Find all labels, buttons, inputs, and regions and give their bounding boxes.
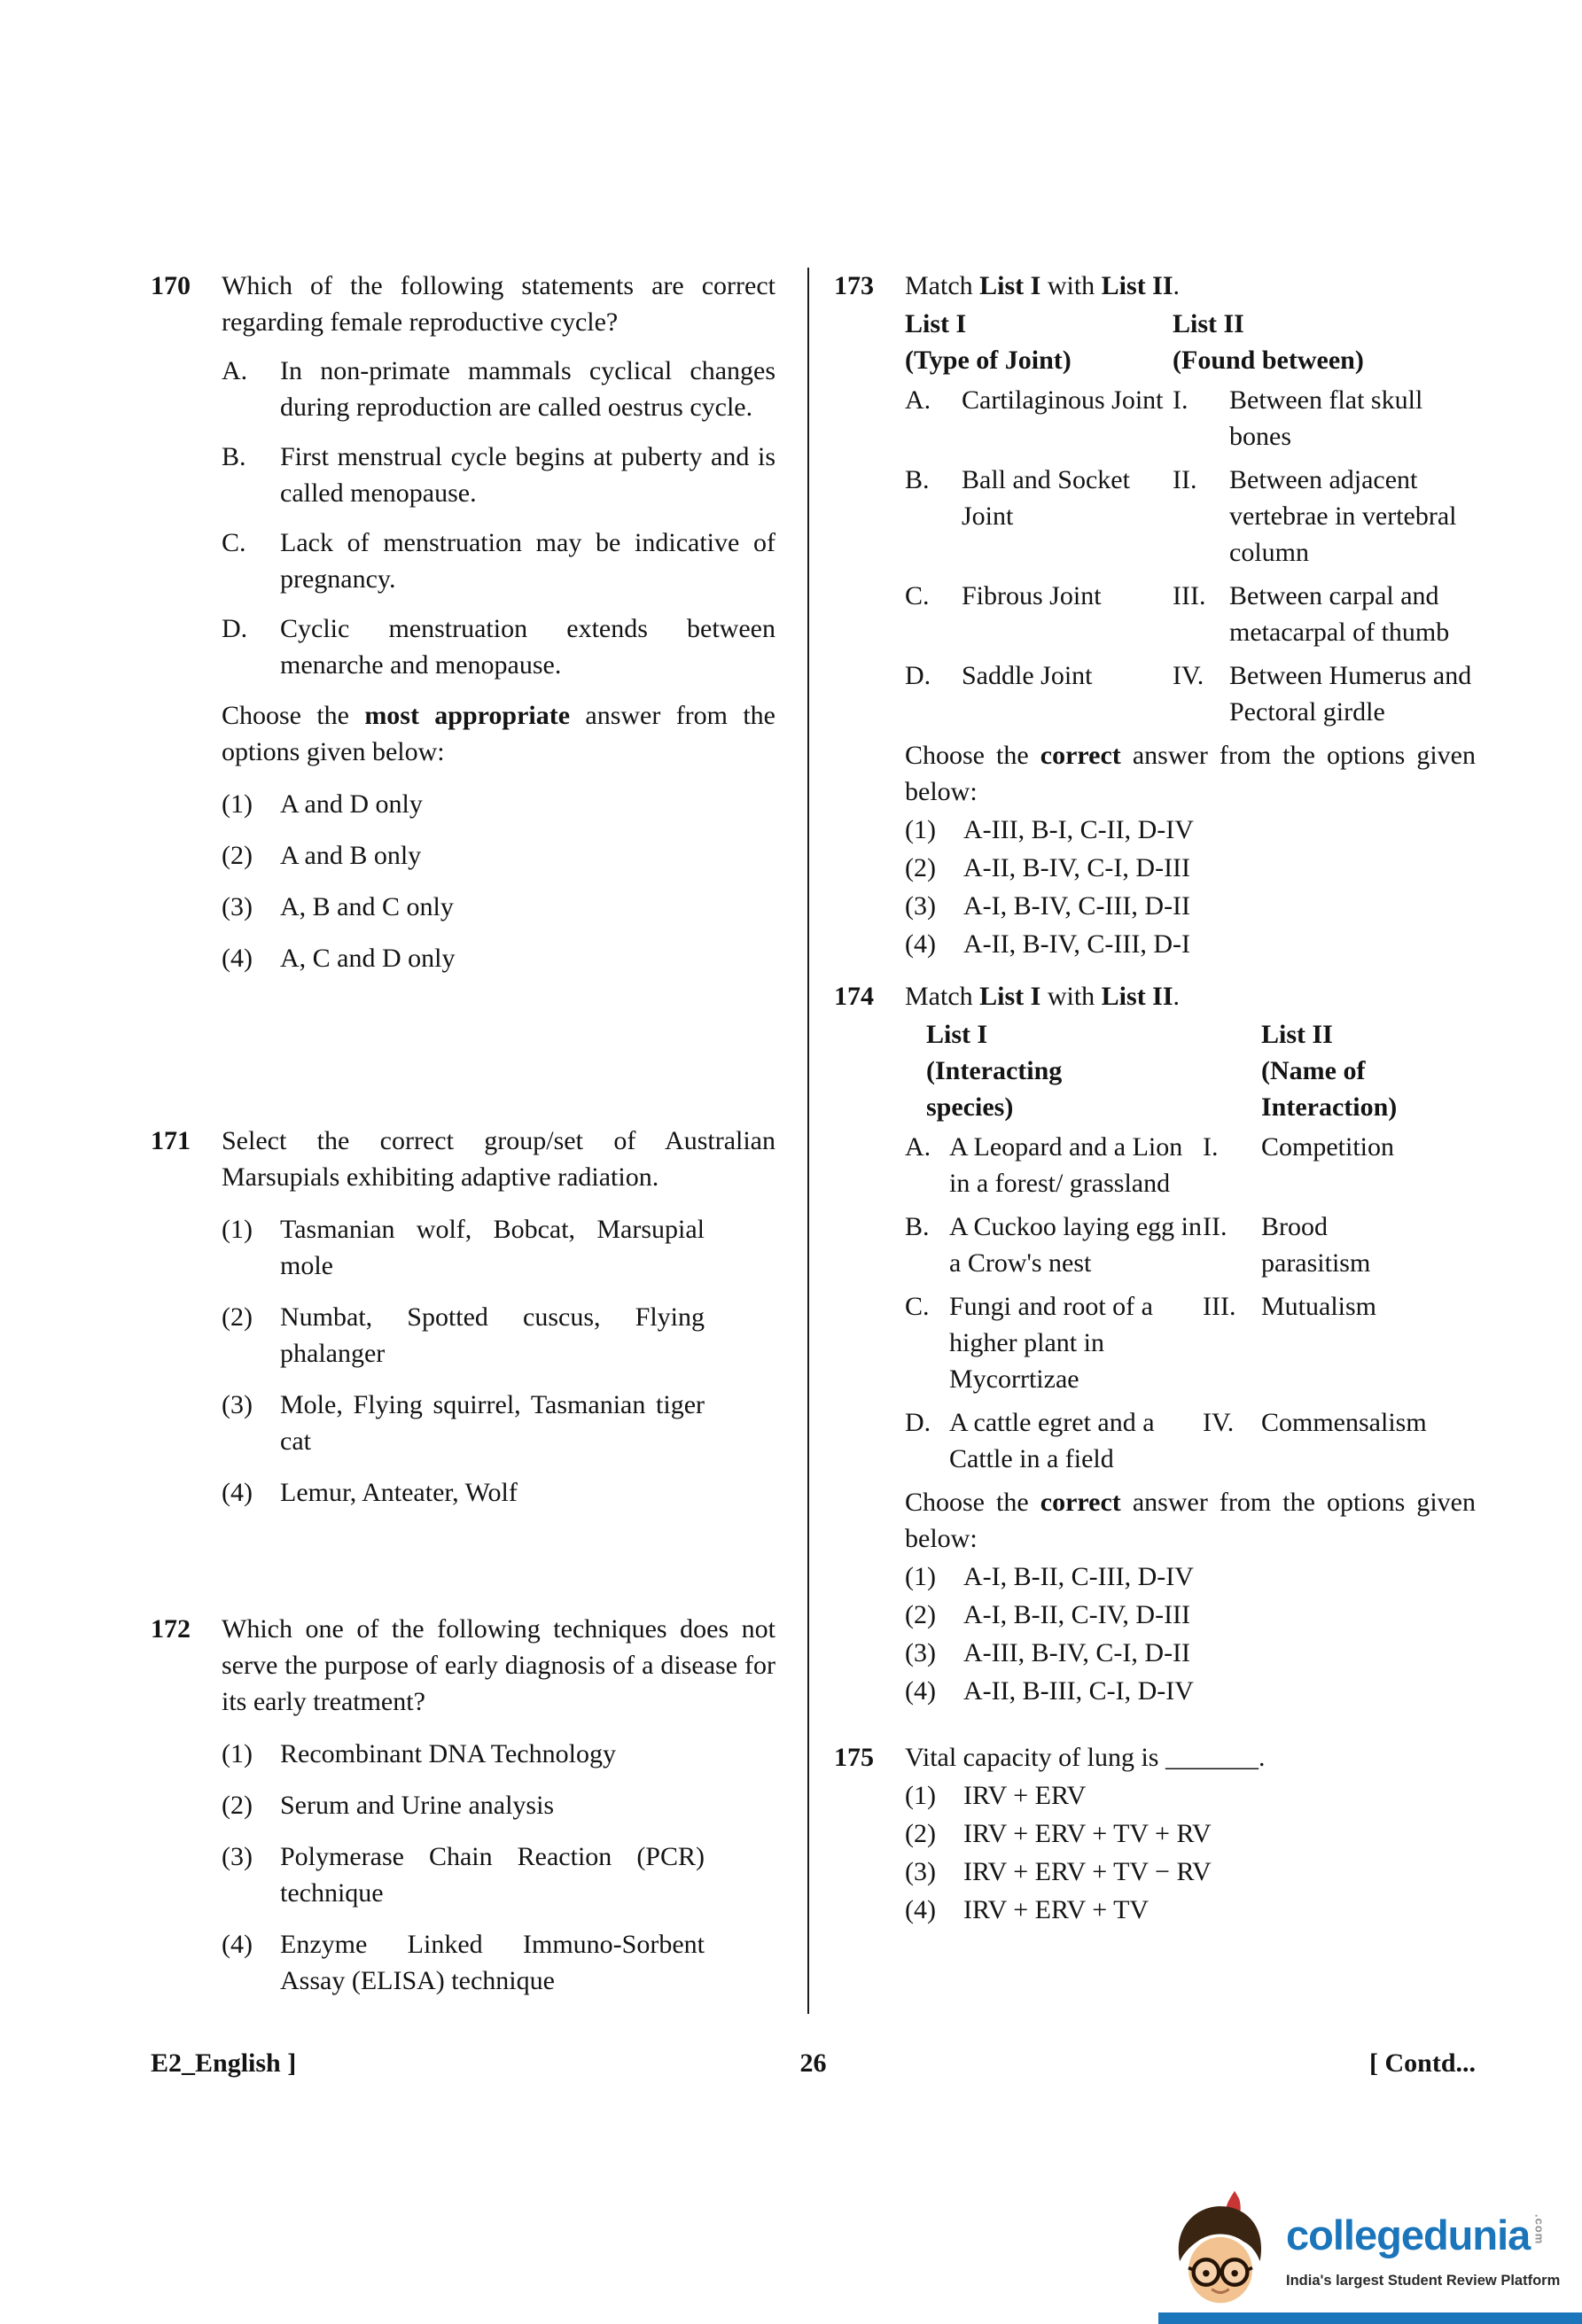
- match-row: [905, 1129, 1476, 1201]
- question-number: 170: [151, 271, 191, 300]
- options-list: [222, 1736, 775, 1999]
- statement-label: C.: [222, 528, 246, 557]
- statements-list: [222, 353, 775, 683]
- option-label: (1): [905, 1781, 936, 1810]
- row-roman: II.: [1203, 1212, 1227, 1241]
- row-left-text: Fibrous Joint: [962, 581, 1102, 610]
- row-roman: II.: [1173, 465, 1197, 494]
- row-right-text: Between adjacent vertebrae in vertebral column: [1229, 465, 1457, 567]
- option-row: [905, 1673, 1476, 1709]
- option-label: (1): [905, 815, 936, 844]
- question-172: [151, 1611, 775, 2014]
- list2-title: List II: [1173, 309, 1244, 338]
- option-row: [222, 1299, 775, 1372]
- option-text: A-II, B-IV, C-I, D-III: [963, 853, 1191, 882]
- option-label: (2): [905, 1819, 936, 1848]
- option-text: A-I, B-II, C-III, D-IV: [963, 1562, 1194, 1591]
- brand-bar: [1158, 2312, 1582, 2324]
- row-right-text: Between carpal and metacarpal of thumb: [1229, 581, 1450, 647]
- option-text: IRV + ERV + TV + RV: [963, 1819, 1212, 1848]
- option-text: A-III, B-I, C-II, D-IV: [963, 815, 1194, 844]
- option-label: (2): [905, 853, 936, 882]
- option-label: (4): [222, 1930, 253, 1959]
- choose-prefix: Choose the: [905, 741, 1040, 770]
- option-label: (4): [905, 1676, 936, 1706]
- question-text: Which one of the following techniques does not serve the purpose of early diagnosis of a disease for its early treatment?: [222, 1614, 775, 1716]
- question-175: [834, 1739, 1476, 1930]
- option-row: [905, 1892, 1476, 1928]
- option-row: [222, 837, 775, 874]
- row-roman: I.: [1173, 385, 1188, 415]
- option-row: [905, 1597, 1476, 1633]
- option-label: (4): [222, 1478, 253, 1507]
- question-text: Select the correct group/set of Australian Marsupials exhibiting adaptive radiation.: [222, 1126, 775, 1192]
- option-text: Enzyme Linked Immuno-Sorbent Assay (ELISA) technique: [280, 1930, 705, 1995]
- option-label: (3): [905, 1857, 936, 1886]
- option-row: [905, 1558, 1476, 1595]
- question-body: [222, 1123, 775, 1526]
- option-text: Recombinant DNA Technology: [280, 1739, 616, 1768]
- footer-contd: [ Contd...: [1368, 2048, 1476, 2078]
- brand-name: collegedunia: [1286, 2211, 1531, 2258]
- option-label: (3): [222, 892, 253, 921]
- statement-label: D.: [222, 614, 248, 643]
- left-column: [151, 268, 807, 2014]
- match-row: [905, 462, 1476, 571]
- question-text: Vital capacity of lung is _______.: [905, 1743, 1266, 1772]
- row-left-text: Cartilaginous Joint: [962, 385, 1164, 415]
- brand-tagline: India's largest Student Review Platform: [1286, 2273, 1561, 2289]
- choose-instruction: [905, 1484, 1476, 1557]
- option-text: Serum and Urine analysis: [280, 1791, 555, 1820]
- row-left-text: A Leopard and a Lion in a forest/ grassland: [949, 1132, 1183, 1198]
- row-letter: C.: [905, 1292, 930, 1321]
- statement-text: In non-primate mammals cyclical changes during reproduction are called oestrus cycle.: [280, 356, 775, 422]
- option-text: A and D only: [280, 789, 423, 819]
- option-label: (3): [905, 891, 936, 921]
- option-text: A-III, B-IV, C-I, D-II: [963, 1638, 1191, 1667]
- match-table: [905, 1016, 1476, 1477]
- row-roman: III.: [1203, 1292, 1236, 1321]
- question-text: [905, 268, 1476, 304]
- option-text: Tasmanian wolf, Bobcat, Marsupial mole: [280, 1215, 705, 1280]
- list1-title: List I: [926, 1020, 988, 1049]
- question-number: 171: [151, 1126, 191, 1155]
- collegedunia-mascot-icon: [1165, 2190, 1275, 2312]
- option-row: [222, 786, 775, 822]
- choose-bold: correct: [1040, 741, 1121, 770]
- statement-text: Lack of menstruation may be indicative of pregnancy.: [280, 528, 775, 594]
- list2-subtitle: (Name of: [1261, 1056, 1366, 1085]
- option-row: [905, 1815, 1476, 1852]
- question-body: [905, 268, 1476, 964]
- match-end: .: [1173, 982, 1181, 1011]
- list1-header: [905, 1016, 1203, 1125]
- option-text: Mole, Flying squirrel, Tasmanian tiger cat: [280, 1390, 705, 1456]
- row-letter: D.: [905, 661, 931, 690]
- question-body: [222, 1611, 775, 2014]
- list1-header: [905, 306, 1173, 378]
- match-row: [905, 1404, 1476, 1477]
- option-label: (2): [222, 841, 253, 870]
- option-row: [905, 1777, 1476, 1814]
- row-letter: D.: [905, 1408, 931, 1437]
- match-row: [905, 578, 1476, 650]
- list2-header: [1173, 306, 1476, 378]
- list1-subtitle2: species): [926, 1092, 1014, 1122]
- row-left-text: Fungi and root of a higher plant in Mycorrtizae: [949, 1292, 1153, 1394]
- statement-text: First menstrual cycle begins at puberty and is called menopause.: [280, 442, 775, 508]
- statement-label: A.: [222, 356, 248, 385]
- page-footer: [151, 2045, 1476, 2081]
- row-right-text: Between Humerus and Pectoral girdle: [1229, 661, 1472, 727]
- option-label: (3): [222, 1390, 253, 1419]
- match-prefix: Match: [905, 271, 980, 300]
- row-right-text: Between flat skull bones: [1229, 385, 1423, 451]
- option-label: (2): [905, 1600, 936, 1629]
- option-text: A-II, B-III, C-I, D-IV: [963, 1676, 1194, 1706]
- question-number: 172: [151, 1614, 191, 1644]
- option-row: [222, 1211, 775, 1284]
- match-row: [905, 1209, 1476, 1281]
- option-row: [905, 812, 1476, 848]
- match-mid: with: [1040, 982, 1102, 1011]
- option-text: Polymerase Chain Reaction (PCR) technique: [280, 1842, 705, 1908]
- options-list: [222, 1211, 775, 1511]
- option-row: [222, 1838, 775, 1911]
- choose-instruction: [905, 737, 1476, 810]
- option-text: A and B only: [280, 841, 422, 870]
- option-row: [222, 1736, 775, 1772]
- brand-tld: .com: [1532, 2214, 1547, 2245]
- options-list: [905, 1558, 1476, 1709]
- option-text: IRV + ERV: [963, 1781, 1087, 1810]
- question-body: [905, 978, 1476, 1711]
- question-text: Which of the following statements are correct regarding female reproductive cycle?: [222, 271, 775, 337]
- question-body: [222, 268, 775, 991]
- choose-suffix: answer from the options given below:: [222, 701, 775, 766]
- option-label: (1): [222, 1739, 253, 1768]
- statement-row: [222, 610, 775, 683]
- list2-title: List II: [1261, 1020, 1333, 1049]
- list2-subtitle2: Interaction): [1261, 1092, 1398, 1122]
- statement-row: [222, 439, 775, 511]
- match-row: [905, 382, 1476, 455]
- choose-bold: most appropriate: [364, 701, 571, 730]
- statement-label: B.: [222, 442, 246, 471]
- right-column: [809, 268, 1476, 2014]
- option-row: [905, 1635, 1476, 1671]
- choose-suffix: answer from the options given below:: [905, 1488, 1476, 1553]
- row-right-text: Commensalism: [1261, 1408, 1427, 1437]
- options-list: [222, 786, 775, 976]
- option-text: A-II, B-IV, C-III, D-I: [963, 929, 1191, 959]
- question-body: [905, 1739, 1476, 1930]
- question-number: 173: [834, 271, 874, 300]
- match-list2: List II: [1101, 982, 1173, 1011]
- option-row: [222, 1387, 775, 1459]
- match-row: [905, 657, 1476, 730]
- option-label: (4): [905, 1895, 936, 1924]
- list2-header: [1203, 1016, 1438, 1125]
- match-list1: List I: [979, 982, 1041, 1011]
- brand-block: [1286, 2211, 1561, 2299]
- match-table-header: [905, 1016, 1476, 1125]
- question-174: [834, 978, 1476, 1711]
- question-171: [151, 1123, 775, 1526]
- question-number: 175: [834, 1743, 874, 1772]
- content-columns: [151, 268, 1476, 2014]
- match-list1: List I: [979, 271, 1041, 300]
- row-roman: III.: [1173, 581, 1206, 610]
- choose-instruction: [222, 697, 775, 770]
- option-text: A, B and C only: [280, 892, 454, 921]
- row-left-text: Ball and Socket Joint: [962, 465, 1130, 531]
- footer-paper-code: E2_English ]: [151, 2048, 297, 2078]
- option-label: (4): [905, 929, 936, 959]
- statement-text: Cyclic menstruation extends between menarche and menopause.: [280, 614, 775, 680]
- row-letter: A.: [905, 385, 931, 415]
- row-letter: B.: [905, 1212, 930, 1241]
- option-label: (3): [905, 1638, 936, 1667]
- question-number: 174: [834, 982, 874, 1011]
- option-row: [222, 1787, 775, 1823]
- option-row: [222, 1474, 775, 1511]
- option-row: [905, 926, 1476, 962]
- question-173: [834, 268, 1476, 964]
- row-left-text: A cattle egret and a Cattle in a field: [949, 1408, 1155, 1473]
- match-row: [905, 1288, 1476, 1397]
- option-label: (1): [222, 789, 253, 819]
- row-roman: IV.: [1203, 1408, 1235, 1437]
- row-left-text: Saddle Joint: [962, 661, 1093, 690]
- choose-prefix: Choose the: [905, 1488, 1040, 1517]
- question-170: [151, 268, 775, 991]
- option-label: (2): [222, 1791, 253, 1820]
- option-label: (4): [222, 944, 253, 973]
- list1-title: List I: [905, 309, 967, 338]
- option-text: IRV + ERV + TV: [963, 1895, 1149, 1924]
- page-number: 26: [799, 2048, 827, 2078]
- option-row: [905, 888, 1476, 924]
- option-row: [222, 889, 775, 925]
- option-row: [905, 850, 1476, 886]
- choose-suffix: answer from the options given below:: [905, 741, 1476, 806]
- row-letter: A.: [905, 1132, 931, 1162]
- row-right-text: Mutualism: [1261, 1292, 1377, 1321]
- choose-prefix: Choose the: [222, 701, 365, 730]
- match-list2: List II: [1101, 271, 1173, 300]
- row-left-text: A Cuckoo laying egg in a Crow's nest: [949, 1212, 1202, 1278]
- option-row: [222, 1926, 775, 1999]
- row-right-text: Competition: [1261, 1132, 1394, 1162]
- option-row: [222, 940, 775, 976]
- option-text: A, C and D only: [280, 944, 456, 973]
- question-text: [905, 978, 1476, 1014]
- row-letter: B.: [905, 465, 930, 494]
- statement-row: [222, 353, 775, 425]
- row-roman: IV.: [1173, 661, 1204, 690]
- match-mid: with: [1040, 271, 1102, 300]
- list1-subtitle: (Interacting: [926, 1056, 1063, 1085]
- choose-bold: correct: [1040, 1488, 1121, 1517]
- match-table-header: [905, 306, 1476, 378]
- option-text: IRV + ERV + TV − RV: [963, 1857, 1212, 1886]
- option-label: (1): [905, 1562, 936, 1591]
- row-letter: C.: [905, 581, 930, 610]
- list2-subtitle: (Found between): [1173, 346, 1364, 375]
- options-list: [905, 812, 1476, 962]
- match-prefix: Match: [905, 982, 980, 1011]
- collegedunia-logo: [1158, 2173, 1582, 2324]
- statement-row: [222, 525, 775, 597]
- option-text: A-I, B-IV, C-III, D-II: [963, 891, 1191, 921]
- option-row: [905, 1854, 1476, 1890]
- match-table: [905, 306, 1476, 730]
- list1-subtitle: (Type of Joint): [905, 346, 1072, 375]
- option-label: (1): [222, 1215, 253, 1244]
- row-right-text: Brood parasitism: [1261, 1212, 1371, 1278]
- option-text: Lemur, Anteater, Wolf: [280, 1478, 518, 1507]
- row-roman: I.: [1203, 1132, 1219, 1162]
- match-end: .: [1173, 271, 1181, 300]
- option-text: Numbat, Spotted cuscus, Flying phalanger: [280, 1302, 705, 1368]
- options-list: [905, 1777, 1476, 1928]
- option-text: A-I, B-II, C-IV, D-III: [963, 1600, 1191, 1629]
- option-label: (2): [222, 1302, 253, 1332]
- option-label: (3): [222, 1842, 253, 1871]
